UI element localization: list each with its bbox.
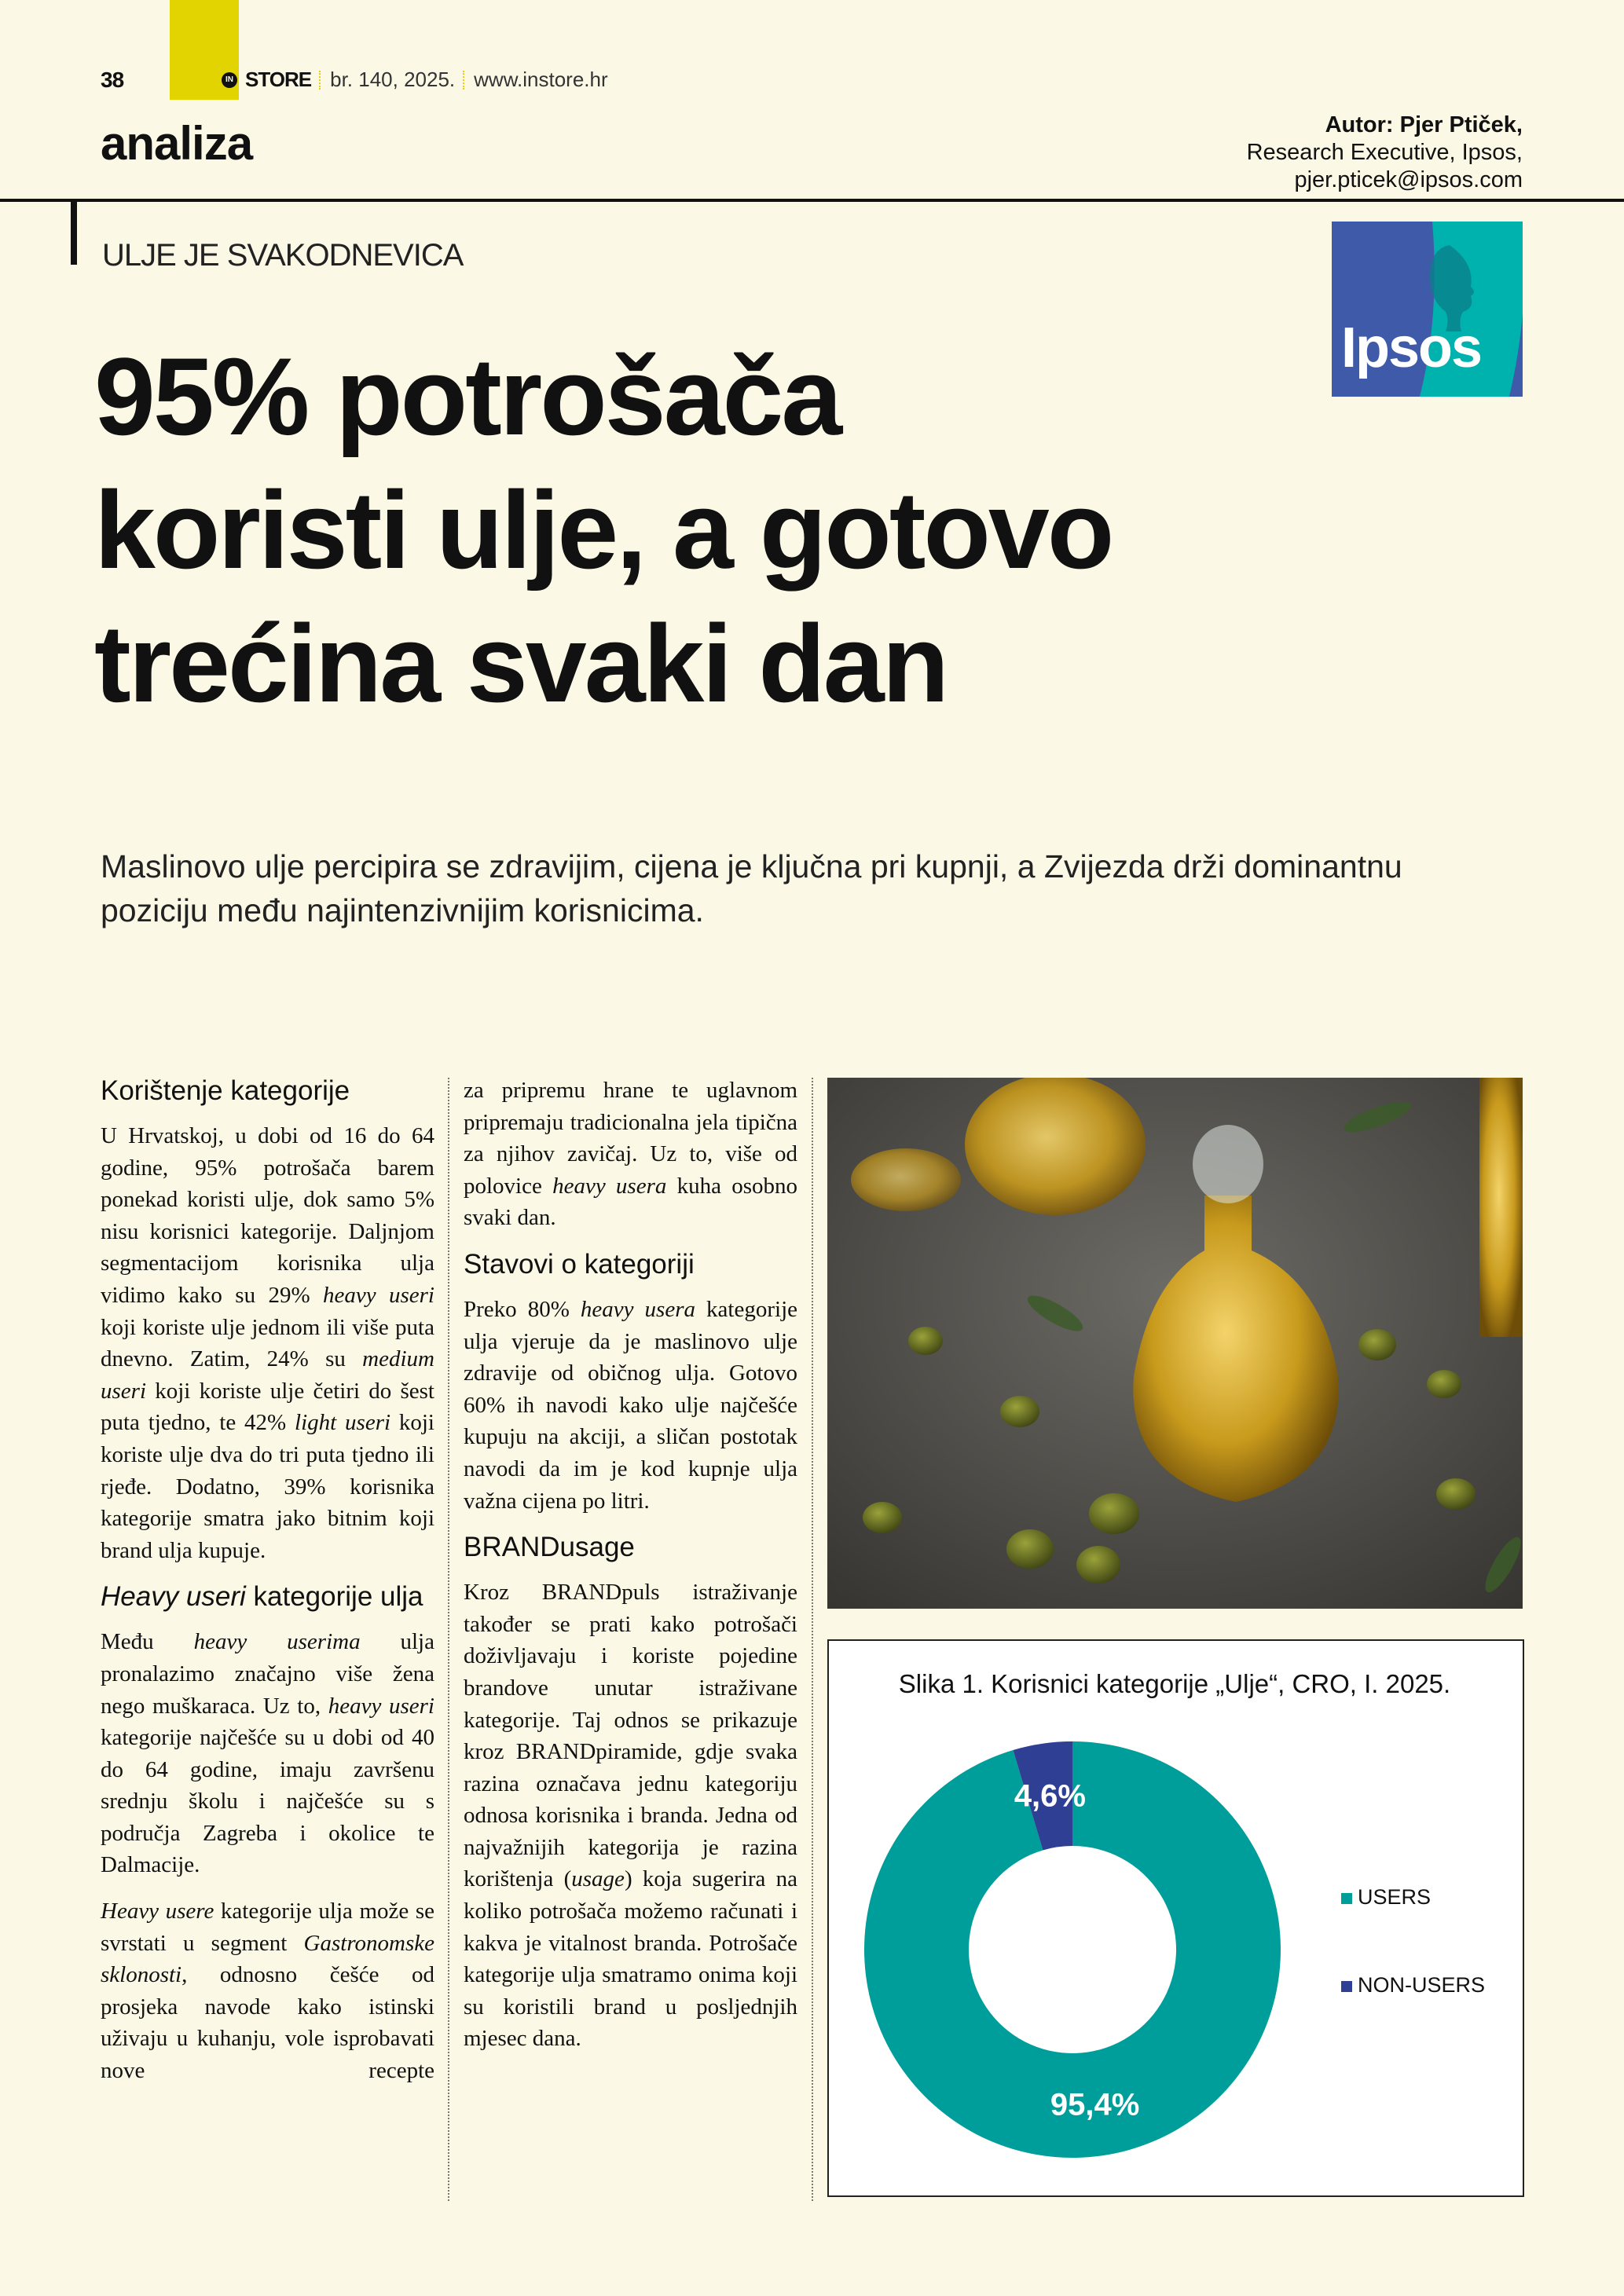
text: kategorije ulja vjeruje da je maslinovo ulje zdravije od običnog ulja. Gotovo 60% ih navodi kako ulje najčešće kupuju na akciji, a sličan postotak navodi da im je kod kupnje ulja važna cijena po litri. bbox=[464, 1296, 797, 1514]
italic-text: heavy useri bbox=[328, 1693, 434, 1719]
text: kategorije najčešće su u dobi od 40 do 64 godine, imaju završenu srednju školu i najčešće su s područja Zagreba i okolice te Dalmacije. bbox=[101, 1725, 434, 1878]
paragraph bbox=[101, 1626, 434, 1881]
text: kategorije ulja može se svrstati u segment bbox=[101, 1899, 434, 1956]
text: Korištenje kategorije bbox=[101, 1075, 350, 1106]
italic-text: Heavy usere bbox=[101, 1899, 214, 1924]
text: ) koja sugerira na koliko potrošača možemo računati i kakva je vitalnost branda. Potrošače kategorije ulja smatramo onima koji su koristili brand u posljednjih mjesec dana. bbox=[464, 1866, 798, 2052]
deck: Maslinovo ulje percipira se zdravijim, cijena je ključna pri kupnji, a Zvijezda drži dominantnu poziciju među najintenzivnijim korisnicima. bbox=[101, 848, 1402, 928]
paragraph bbox=[464, 1294, 797, 1517]
legend-swatch bbox=[1341, 1893, 1352, 1904]
data-label: 4,6% bbox=[1014, 1778, 1086, 1814]
text: , odnosno češće od prosjeka navode kako istinski uživaju u kuhanju, vole isprobavati nove recepte bbox=[101, 1962, 434, 2084]
paragraph bbox=[101, 1120, 434, 1566]
divider bbox=[463, 71, 466, 90]
headline-line: 95% potrošača bbox=[94, 335, 841, 458]
text: koji koriste ulje dva do tri puta tjedno ili rjeđe. Dodatno, 39% korisnika kategorije smatra jako bitnim koji brand ulja kupuje. bbox=[101, 1410, 434, 1563]
text: U Hrvatskoj, u dobi od 16 do 64 godine, 95% potrošača barem ponekad koristi ulje, dok samo 5% nisu korisnici kategorije. Daljnjom segmentacijom korisnika ulja vidimo kako su 29% bbox=[101, 1123, 434, 1308]
data-label: 95,4% bbox=[1050, 2087, 1140, 2122]
kicker-bar bbox=[71, 202, 77, 265]
magazine-name: STORE bbox=[245, 68, 312, 91]
header-rule bbox=[0, 199, 1624, 202]
italic-text: light useri bbox=[295, 1410, 391, 1436]
legend-label: USERS bbox=[1358, 1885, 1432, 1909]
author-role: Research Executive, Ipsos, bbox=[1246, 140, 1523, 165]
legend-swatch bbox=[1341, 1981, 1352, 1992]
text: Kroz BRANDpuls istraživanje također se prati kako potrošači doživljavaju i koriste pojedine brandove unutar istraživane kategorije. Taj odnos se prikazuje kroz BRANDpiramide, gdje svaka razina označava jednu kategoriju odnosa korisnika i branda. Jedna od najvažnijih kategorija je razina korištenja ( bbox=[464, 1580, 797, 1892]
website-link[interactable]: www.instore.hr bbox=[474, 68, 608, 91]
headline-line: trećina svaki dan bbox=[94, 602, 948, 725]
section-heading bbox=[101, 1580, 434, 1613]
italic-text: heavy usera bbox=[552, 1173, 667, 1199]
section-heading bbox=[464, 1248, 797, 1281]
italic-text: heavy useri bbox=[323, 1282, 434, 1308]
section-label: analiza bbox=[101, 117, 253, 170]
author-email[interactable]: pjer.pticek@ipsos.com bbox=[1294, 167, 1523, 192]
paragraph bbox=[464, 1075, 797, 1234]
masthead bbox=[222, 68, 608, 92]
olive-oil-photo bbox=[827, 1078, 1523, 1609]
logo-wordmark: Ipsos bbox=[1341, 317, 1482, 379]
italic-text: medium useri bbox=[101, 1346, 434, 1404]
text: kategorije ulja bbox=[245, 1581, 423, 1613]
kicker: ULJE JE SVAKODNEVICA bbox=[102, 238, 464, 273]
chart-figure bbox=[827, 1639, 1524, 2197]
author-block bbox=[1247, 112, 1523, 194]
headline-line: koristi ulje, a gotovo bbox=[94, 468, 1113, 591]
column-divider bbox=[812, 1078, 813, 2201]
section-heading bbox=[101, 1075, 434, 1108]
italic-text: usage bbox=[571, 1866, 625, 1892]
headline bbox=[94, 330, 1430, 731]
paragraph bbox=[464, 1576, 797, 2055]
article-column-2 bbox=[464, 1075, 797, 2069]
text: za pripremu hrane te uglavnom pripremaju tradicionalna jela tipična za njihov zavičaj. Uz to, više od polovice bbox=[464, 1078, 797, 1199]
section-heading bbox=[464, 1531, 797, 1564]
column-divider bbox=[448, 1078, 449, 2201]
chart-title: Slika 1. Korisnici kategorije „Ulje“, CRO, I. 2025. bbox=[898, 1669, 1451, 1698]
text: Stavovi o kategoriji bbox=[464, 1248, 695, 1280]
text: Preko 80% bbox=[464, 1296, 581, 1322]
divider bbox=[319, 71, 322, 90]
text: Među bbox=[101, 1629, 194, 1655]
instore-logo-icon: IN bbox=[222, 72, 237, 88]
text: ulja pronalazimo značajno više žena nego muškaraca. Uz to, bbox=[101, 1629, 434, 1719]
issue-info: br. 140, 2025. bbox=[330, 68, 456, 91]
article-column-1 bbox=[101, 1075, 434, 2101]
text: BRANDusage bbox=[464, 1532, 635, 1563]
legend-label: NON-USERS bbox=[1358, 1973, 1486, 1997]
italic-text: heavy usera bbox=[580, 1296, 696, 1322]
text: koji koriste ulje jednom ili više puta dnevno. Zatim, 24% su bbox=[101, 1314, 434, 1372]
text: kuha osobno svaki dan. bbox=[464, 1173, 798, 1231]
text: koji koriste ulje četiri do šest puta tjedno, te 42% bbox=[101, 1378, 434, 1436]
page-number: 38 bbox=[101, 68, 124, 92]
donut-chart bbox=[829, 1641, 1523, 2195]
italic-text: heavy userima bbox=[193, 1629, 361, 1655]
italic-text: Gastronomske sklonosti bbox=[101, 1930, 434, 1988]
italic-text: Heavy useri bbox=[101, 1581, 246, 1613]
author-name: Autor: Pjer Ptiček, bbox=[1325, 112, 1523, 137]
paragraph bbox=[101, 1895, 434, 2087]
